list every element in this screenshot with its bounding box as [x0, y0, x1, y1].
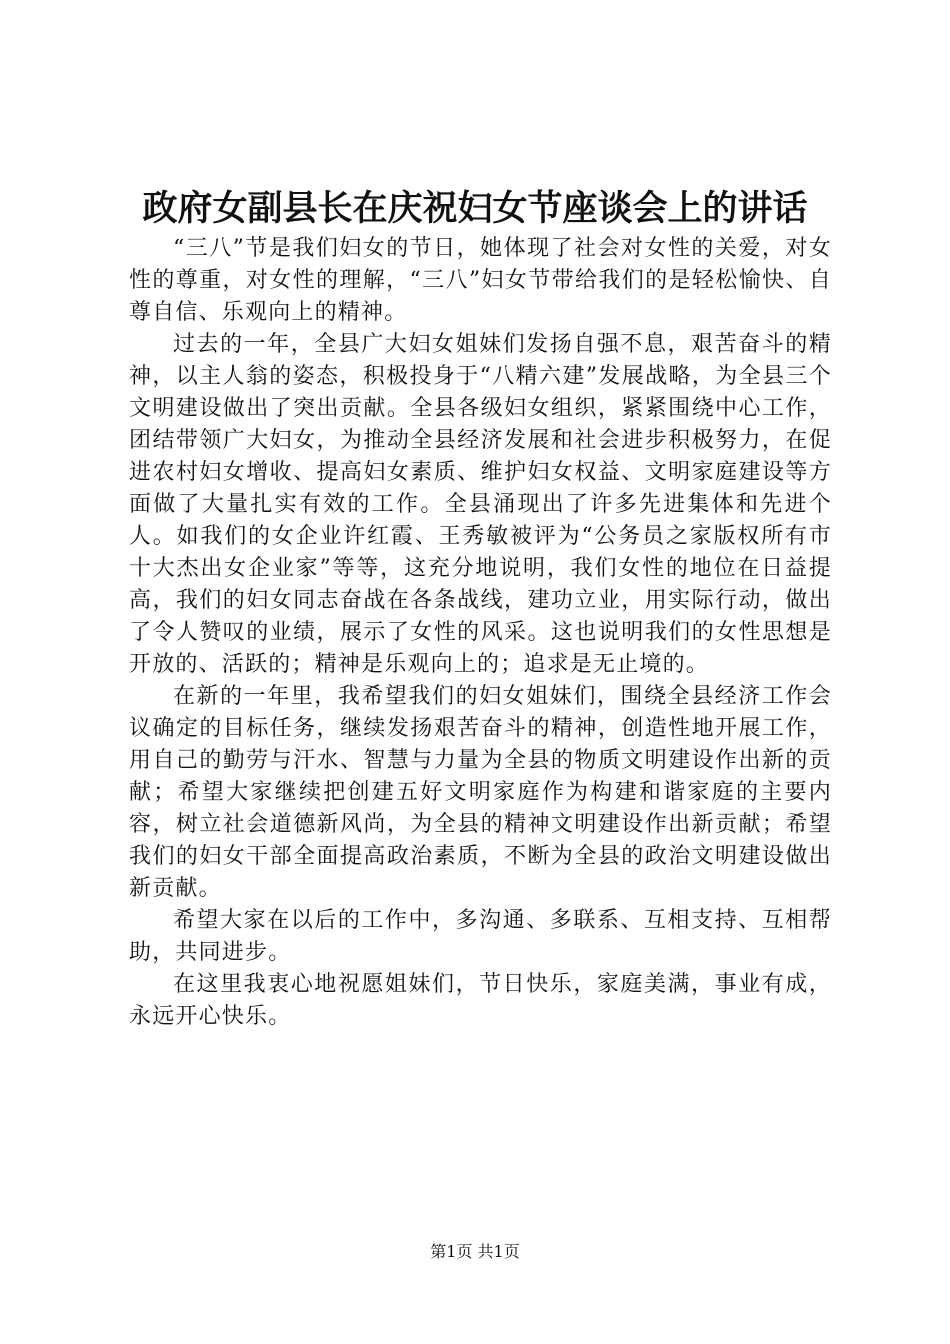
- paragraph-5: 在这里我衷心地祝愿姐妹们，节日快乐，家庭美满，事业有成，永远开心快乐。: [129, 972, 832, 1029]
- paragraph-1: “三八”节是我们妇女的节日，她体现了社会对女性的关爱，对女性的尊重，对女性的理解，“三八”妇女节带给我们的是轻松愉快、自尊自信、乐观向上的精神。: [129, 236, 832, 325]
- paragraph-3: 在新的一年里，我希望我们的妇女姐妹们，围绕全县经济工作会议确定的目标任务，继续发扬艰苦奋斗的精神，创造性地开展工作，用自己的勤劳与汗水、智慧与力量为全县的物质文明建设作出新的贡献；希望大家继续把创建五好文明家庭作为构建和谐家庭的主要内容，树立社会道德新风尚，为全县的精神文明建设作出新贡献；希望我们的妇女干部全面提高政治素质，不断为全县的政治文明建设做出新贡献。: [129, 684, 832, 901]
- page-footer: 第1页 共1页: [430, 1242, 520, 1261]
- document-body: [129, 233, 832, 1033]
- document-title: 政府女副县长在庆祝妇女节座谈会上的讲话: [142, 189, 808, 229]
- paragraph-2: 过去的一年，全县广大妇女姐妹们发扬自强不息，艰苦奋斗的精神，以主人翁的姿态，积极投身于“八精六建”发展战略，为全县三个文明建设做出了突出贡献。全县各级妇女组织，紧紧围绕中心工作，团结带领广大妇女，为推动全县经济发展和社会进步积极努力，在促进农村妇女增收、提高妇女素质、维护妇女权益、文明家庭建设等方面做了大量扎实有效的工作。全县涌现出了许多先进集体和先进个人。如我们的女企业许红霞、王秀敏被评为“公务员之家版权所有市十大杰出女企业家”等等，这充分地说明，我们女性的地位在日益提高，我们的妇女同志奋战在各条战线，建功立业，用实际行动，做出了令人赞叹的业绩，展示了女性的风采。这也说明我们的女性思想是开放的、活跃的；精神是乐观向上的；追求是无止境的。: [129, 332, 832, 677]
- paragraph-4: 希望大家在以后的工作中，多沟通、多联系、互相支持、互相帮助，共同进步。: [129, 908, 832, 965]
